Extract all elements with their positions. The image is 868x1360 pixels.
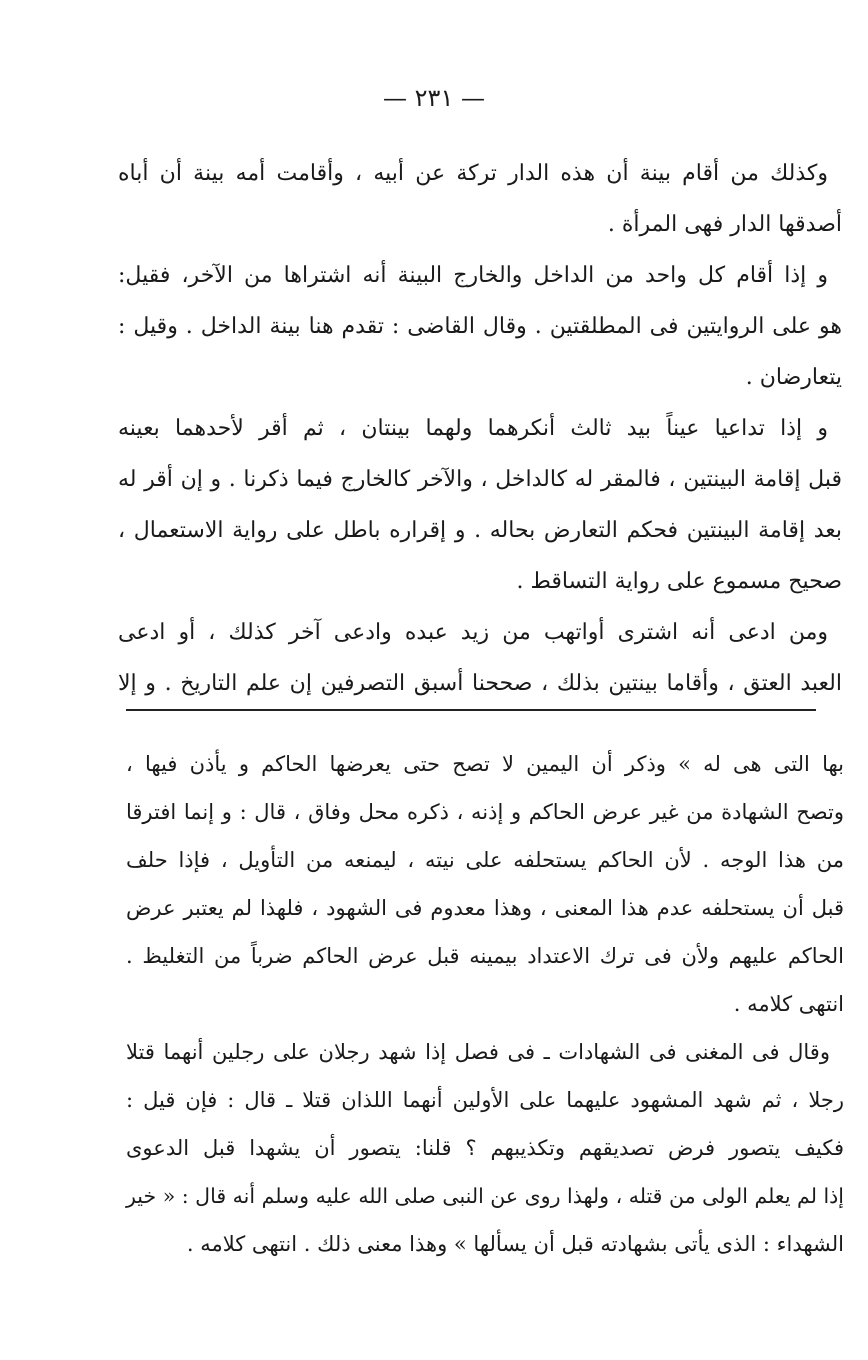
footnote-line: وقال فى المغنى فى الشهادات ـ فى فصل إذا شهد رجلان على رجلين أنهما قتلا — [126, 1040, 830, 1064]
main-text-line: أصدقها الدار فهى المرأة . — [607, 212, 842, 237]
footnote-separator — [126, 709, 816, 711]
footnote-line: انتهى كلامه . — [733, 992, 844, 1016]
main-text-body — [118, 148, 842, 709]
main-text-line: قبل إقامة البينتين ، فالمقر له كالداخل ، والآخر كالخارج فيما ذكرنا . و إن أقر له — [118, 467, 842, 492]
main-text-line: هو على الروايتين فى المطلقتين . وقال القاضى : تقدم هنا بينة الداخل . وقيل : — [118, 314, 842, 339]
footnote-line: رجلا ، ثم شهد المشهود عليهما على الأولين أنهما اللذان قتلا ـ قال : فإن قيل : — [126, 1088, 844, 1112]
main-text-line: ومن ادعى أنه اشترى أواتهب من زيد عبده وادعى آخر كذلك ، أو ادعى — [118, 620, 828, 645]
main-text-line: بعد إقامة البينتين فحكم التعارض بحاله . و إقراره باطل على رواية الاستعمال ، — [118, 518, 842, 543]
footnote-line: من هذا الوجه . لأن الحاكم يستحلفه على نيته ، ليمنعه من التأويل ، فإذا حلف — [126, 848, 844, 872]
footnote-line: الحاكم عليهم ولأن فى ترك الاعتداد بيمينه قبل عرض الحاكم ضرباً من التغليظ . — [126, 944, 844, 968]
main-text-line: صحيح مسموع على رواية التساقط . — [516, 569, 842, 594]
footnote-line: قبل أن يستحلفه عدم هذا المعنى ، وهذا معدوم فى الشهود ، فلهذا لم يعتبر عرض — [126, 896, 844, 920]
page-number: — ٢٣١ — — [383, 84, 485, 112]
main-text-line: وكذلك من أقام بينة أن هذه الدار تركة عن أبيه ، وأقامت أمه بينة أن أباه — [118, 161, 828, 186]
main-text-line: و إذا تداعيا عيناً بيد ثالث أنكرهما ولهما بينتان ، ثم أقر لأحدهما بعينه — [118, 416, 828, 441]
main-text-line: و إذا أقام كل واحد من الداخل والخارج البينة أنه اشتراها من الآخر، فقيل: — [118, 263, 828, 288]
footnote-line: الشهداء : الذى يأتى بشهادته قبل أن يسألها » وهذا معنى ذلك . انتهى كلامه . — [186, 1232, 844, 1256]
footnote-line: إذا لم يعلم الولى من قتله ، ولهذا روى عن النبى صلى الله عليه وسلم أنه قال : « خير — [126, 1184, 844, 1208]
main-text-line: يتعارضان . — [745, 365, 842, 390]
footnote-line: بها التى هى له » وذكر أن اليمين لا تصح حتى يعرضها الحاكم و يأذن فيها ، — [126, 752, 844, 776]
footnote-line: فكيف يتصور فرض تصديقهم وتكذيبهم ؟ قلنا: يتصور أن يشهدا قبل الدعوى — [126, 1136, 844, 1160]
footnote-line: وتصح الشهادة من غير عرض الحاكم و إذنه ، ذكره محل وفاق ، قال : و إنما افترقا — [126, 800, 844, 824]
main-text-line: العبد العتق ، وأقاما بينتين بذلك ، صححنا أسبق التصرفين إن علم التاريخ . و إلا — [118, 671, 842, 696]
footnote-text-body — [126, 740, 844, 1268]
